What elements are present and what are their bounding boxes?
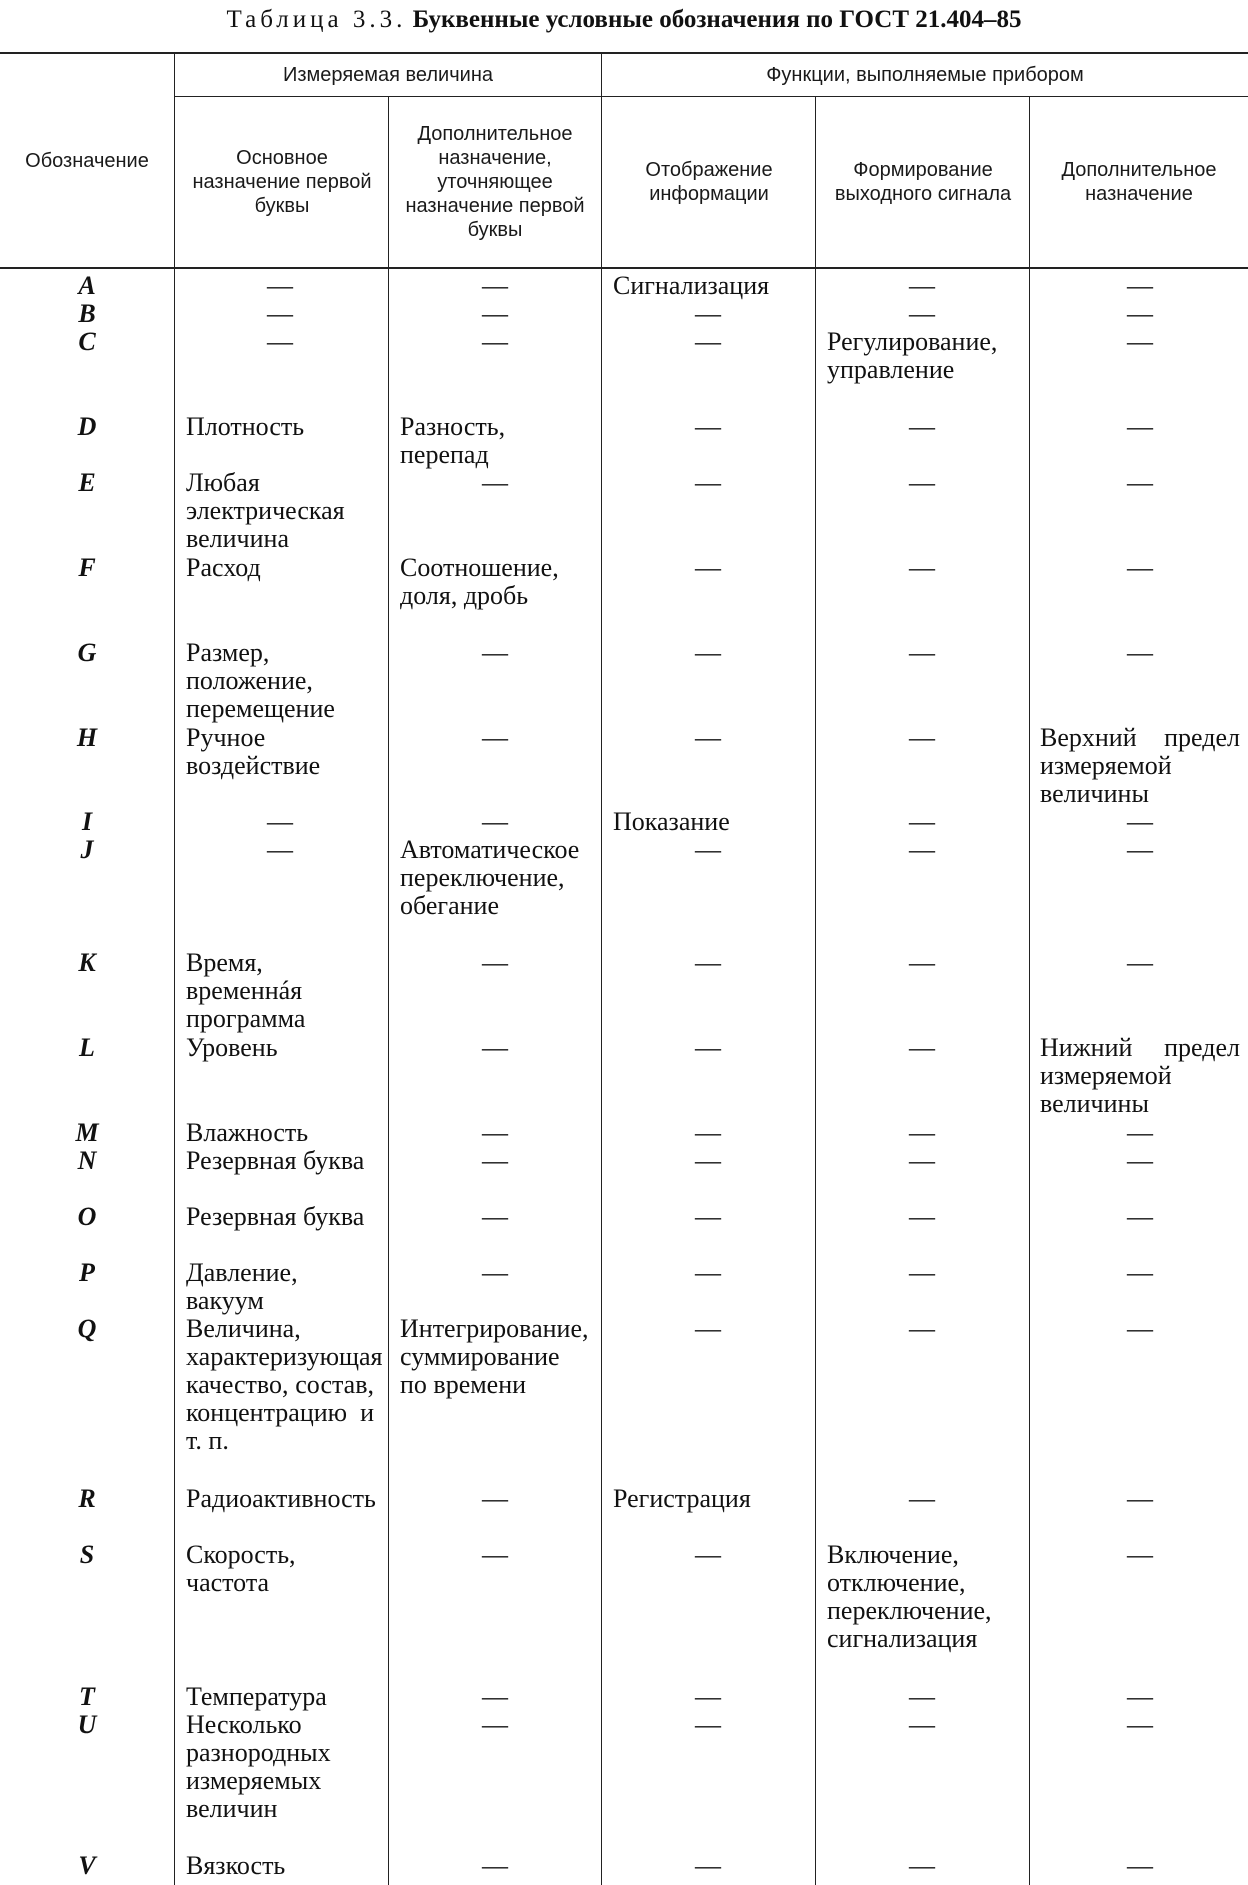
cell-secondary: — <box>482 271 508 300</box>
row-code: E <box>78 468 96 497</box>
cell-extra: — <box>1127 1314 1153 1343</box>
cell-secondary: — <box>482 723 508 752</box>
row-code: I <box>81 807 93 836</box>
cell-output: — <box>909 468 935 497</box>
row-code: G <box>77 638 97 667</box>
header-functions-group: Функции, выполняемые прибором <box>766 64 1084 86</box>
row-code: P <box>79 1258 95 1287</box>
cell-primary: — <box>267 299 293 328</box>
row-code: O <box>77 1202 97 1231</box>
cell-secondary: — <box>482 1484 508 1513</box>
cell-display: Регистрация <box>613 1484 751 1513</box>
cell-extra: — <box>1127 271 1153 300</box>
cell-output: — <box>909 1118 935 1147</box>
row-code: C <box>78 327 96 356</box>
cell-display: — <box>695 412 721 441</box>
cell-display: — <box>695 1314 721 1343</box>
cell-output: — <box>909 1202 935 1231</box>
cell-extra: — <box>1127 1484 1153 1513</box>
cell-display: — <box>695 638 721 667</box>
cell-primary: Резервная буква <box>186 1146 365 1175</box>
cell-primary: — <box>267 271 293 300</box>
cell-secondary: Разность, перепад <box>400 412 506 469</box>
caption-title: Буквенные условные обозначения по ГОСТ 21.404–85 <box>412 6 1022 33</box>
cell-extra: — <box>1127 948 1153 977</box>
cell-secondary: — <box>482 468 508 497</box>
cell-secondary: — <box>482 807 508 836</box>
cell-primary: Скорость, частота <box>186 1540 296 1597</box>
cell-primary: Вязкость <box>186 1851 286 1880</box>
column-rule <box>388 96 389 1885</box>
cell-secondary: Соотношение, доля, дробь <box>400 553 559 610</box>
cell-display: — <box>695 1682 721 1711</box>
cell-display: — <box>695 299 721 328</box>
header-primary: Основное назначение первой буквы <box>192 147 372 217</box>
header-output: Формирование выходного сигнала <box>834 159 1012 205</box>
cell-extra: — <box>1127 1540 1153 1569</box>
cell-output: — <box>909 835 935 864</box>
cell-output: — <box>909 638 935 667</box>
row-code: J <box>80 835 94 864</box>
row-code: H <box>76 723 98 752</box>
cell-output: — <box>909 723 935 752</box>
cell-primary: Величина, характеризующая качество, состав, концентрацию и т. п. <box>186 1314 383 1455</box>
cell-output: — <box>909 1258 935 1287</box>
cell-secondary: — <box>482 1851 508 1880</box>
cell-extra: — <box>1127 1202 1153 1231</box>
row-code: S <box>79 1540 95 1569</box>
cell-extra: — <box>1127 835 1153 864</box>
column-rule <box>601 52 602 1885</box>
caption-lead: Таблица 3.3. <box>226 6 407 33</box>
cell-secondary: — <box>482 1202 508 1231</box>
cell-output: Включение, отключение, переключение, сигнализация <box>827 1540 992 1653</box>
cell-output: — <box>909 1146 935 1175</box>
row-code: R <box>78 1484 96 1513</box>
cell-primary: Размер, положение, перемещение <box>186 638 335 723</box>
row-code: D <box>77 412 97 441</box>
row-code: M <box>75 1118 99 1147</box>
cell-extra: — <box>1127 1258 1153 1287</box>
cell-display: — <box>695 1540 721 1569</box>
row-code: L <box>79 1033 95 1062</box>
column-rule <box>815 96 816 1885</box>
cell-display: — <box>695 948 721 977</box>
cell-display: — <box>695 553 721 582</box>
cell-primary: Радиоактивность <box>186 1484 376 1513</box>
cell-extra: — <box>1127 1682 1153 1711</box>
cell-primary: Время, временнáя программа <box>186 948 306 1033</box>
row-code: N <box>77 1146 97 1175</box>
cell-display: — <box>695 1202 721 1231</box>
cell-extra: Верхний предел измеряемой величины <box>1040 723 1240 808</box>
cell-output: Регулирование, управление <box>827 327 998 384</box>
cell-secondary: Автоматическое переключение, обегание <box>400 835 580 920</box>
cell-output: — <box>909 553 935 582</box>
cell-output: — <box>909 1851 935 1880</box>
header-designation: Обозначение <box>25 149 149 172</box>
cell-display: Показание <box>613 807 730 836</box>
cell-display: — <box>695 1118 721 1147</box>
cell-primary: — <box>267 327 293 356</box>
header-extra: Дополнительное назначение <box>1061 159 1217 205</box>
row-code: U <box>77 1710 97 1739</box>
cell-extra: — <box>1127 327 1153 356</box>
cell-primary: — <box>267 835 293 864</box>
cell-display: Сигнализация <box>613 271 770 300</box>
row-code: F <box>78 553 96 582</box>
header-bottom-rule <box>0 267 1248 269</box>
cell-display: — <box>695 1033 721 1062</box>
cell-secondary: — <box>482 948 508 977</box>
cell-display: — <box>695 1146 721 1175</box>
cell-secondary: — <box>482 1710 508 1739</box>
row-code: B <box>78 299 96 328</box>
cell-primary: Давление, вакуум <box>186 1258 298 1315</box>
cell-extra: — <box>1127 553 1153 582</box>
header-secondary: Дополнительное назначение, уточняющее назначение первой буквы <box>405 123 585 241</box>
cell-primary: — <box>267 807 293 836</box>
cell-output: — <box>909 807 935 836</box>
cell-extra: — <box>1127 299 1153 328</box>
cell-output: — <box>909 299 935 328</box>
cell-primary: Ручное воздействие <box>186 723 321 780</box>
header-display: Отображение информации <box>645 159 773 205</box>
cell-display: — <box>695 1258 721 1287</box>
cell-extra: — <box>1127 1118 1153 1147</box>
cell-primary: Резервная буква <box>186 1202 365 1231</box>
cell-output: — <box>909 412 935 441</box>
cell-extra: — <box>1127 807 1153 836</box>
cell-extra: — <box>1127 638 1153 667</box>
cell-display: — <box>695 468 721 497</box>
cell-primary: Расход <box>186 553 261 582</box>
cell-primary: Температура <box>186 1682 327 1711</box>
cell-secondary: — <box>482 638 508 667</box>
cell-secondary: Интегрирование, суммирование по времени <box>400 1314 589 1399</box>
cell-extra: — <box>1127 1851 1153 1880</box>
cell-extra: — <box>1127 468 1153 497</box>
cell-extra: — <box>1127 1710 1153 1739</box>
cell-display: — <box>695 723 721 752</box>
cell-primary: Несколько разнородных измеряемых величин <box>186 1710 331 1823</box>
cell-display: — <box>695 327 721 356</box>
cell-output: — <box>909 1033 935 1062</box>
cell-output: — <box>909 1314 935 1343</box>
cell-secondary: — <box>482 1682 508 1711</box>
cell-extra: — <box>1127 412 1153 441</box>
cell-secondary: — <box>482 327 508 356</box>
row-code: A <box>78 271 96 300</box>
cell-primary: Плотность <box>186 412 305 441</box>
row-code: Q <box>77 1314 97 1343</box>
cell-output: — <box>909 1710 935 1739</box>
cell-secondary: — <box>482 1033 508 1062</box>
cell-secondary: — <box>482 1540 508 1569</box>
cell-output: — <box>909 1682 935 1711</box>
cell-secondary: — <box>482 299 508 328</box>
column-rule <box>1029 96 1030 1885</box>
cell-output: — <box>909 271 935 300</box>
cell-primary: Уровень <box>186 1033 278 1062</box>
cell-primary: Влажность <box>186 1118 309 1147</box>
row-code: T <box>79 1682 95 1711</box>
row-code: V <box>78 1851 96 1880</box>
header-measured-group: Измеряемая величина <box>283 64 493 86</box>
cell-extra: Нижний предел измеряемой величины <box>1040 1033 1240 1118</box>
cell-secondary: — <box>482 1118 508 1147</box>
cell-secondary: — <box>482 1146 508 1175</box>
cell-display: — <box>695 1851 721 1880</box>
cell-secondary: — <box>482 1258 508 1287</box>
cell-output: — <box>909 1484 935 1513</box>
cell-display: — <box>695 835 721 864</box>
cell-display: — <box>695 1710 721 1739</box>
row-code: K <box>78 948 96 977</box>
cell-primary: Любая электрическая величина <box>186 468 345 553</box>
cell-output: — <box>909 948 935 977</box>
column-rule <box>174 52 175 1885</box>
cell-extra: — <box>1127 1146 1153 1175</box>
